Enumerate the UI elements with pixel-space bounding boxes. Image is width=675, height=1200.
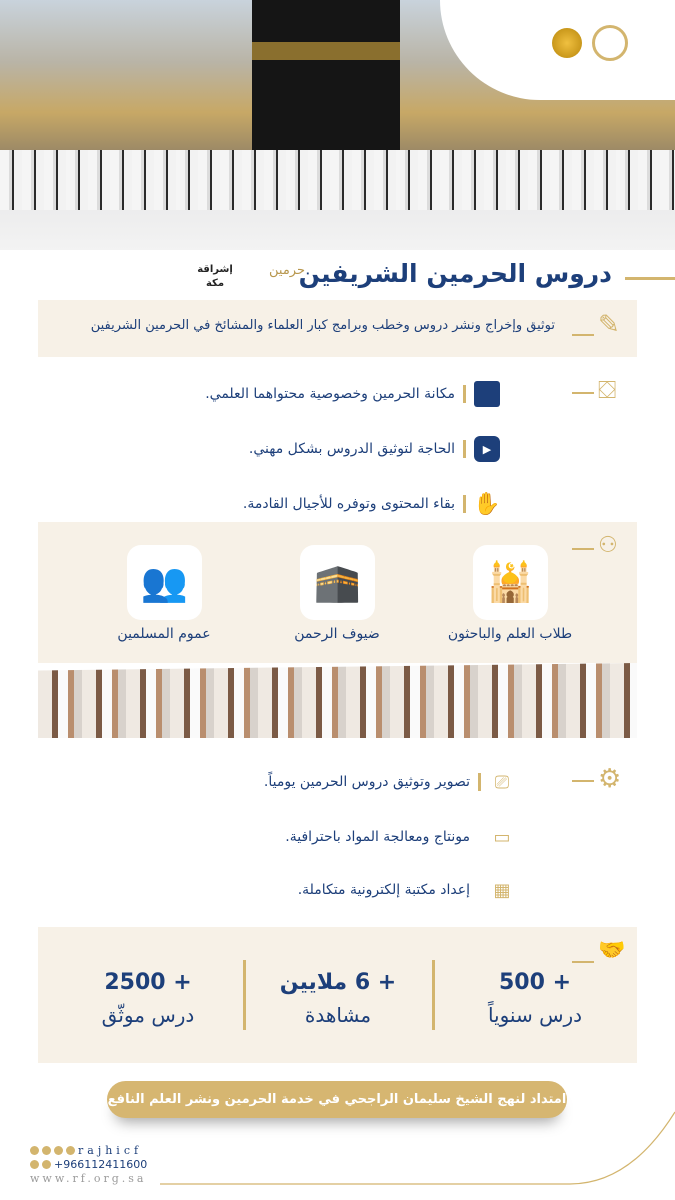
linkedin-icon[interactable] <box>66 1146 75 1155</box>
page-title: دروس الحرمين الشريفين <box>298 259 612 288</box>
social-handle[interactable] <box>30 1144 142 1157</box>
telegram-icon[interactable] <box>54 1146 63 1155</box>
hand-kaaba-icon: ✋ <box>473 491 501 517</box>
divider <box>572 548 594 550</box>
mission-text: توثيق وإخراج ونشر دروس وخطب وبرامج كبار العلماء والمشائخ في الحرمين الشريفين <box>90 318 555 333</box>
item-text: بقاء المحتوى وتوفره للأجيال القادمة. <box>242 496 455 512</box>
activity-item <box>264 769 515 795</box>
stat-value: + 500 <box>498 970 572 995</box>
stat-label: درس موثّق <box>101 1003 195 1027</box>
kaaba-icon <box>474 381 500 407</box>
crowd-photo <box>38 663 637 738</box>
ishraqa-makkah-logo: إشراقة مكة <box>197 264 233 289</box>
gears-icon: ⚙ <box>598 764 622 794</box>
importance-item <box>249 436 500 462</box>
social-text: rajhicf <box>78 1144 143 1157</box>
item-text: مكانة الحرمين وخصوصية محتواهما العلمي. <box>205 386 455 402</box>
handshake-icon: 🤝 <box>598 938 626 963</box>
phone[interactable] <box>30 1158 147 1171</box>
audience-label: ضيوف الرحمن <box>294 626 380 642</box>
importance-item <box>205 381 500 407</box>
divider <box>572 961 594 963</box>
stat-value: + 6 ملايين <box>279 970 397 995</box>
presenter-icon: ⛋ <box>598 376 617 404</box>
instagram-icon[interactable] <box>30 1146 39 1155</box>
footer-curve <box>150 1100 675 1200</box>
monitor-edit-icon: ▭ <box>493 826 511 848</box>
activity-item <box>285 824 515 850</box>
stat-label: درس سنوياً <box>487 1003 583 1027</box>
item-text: مونتاج ومعالجة المواد باحترافية. <box>285 829 470 845</box>
praying-person-icon: 🕌 <box>473 545 548 620</box>
x-icon[interactable] <box>42 1146 51 1155</box>
importance-item <box>243 491 500 517</box>
pilgrims-image <box>0 150 675 210</box>
pilgrim-icon: 🕋 <box>300 545 375 620</box>
rajhi-foundation-logo <box>592 25 628 61</box>
divider <box>572 334 594 336</box>
video-play-icon: ▶ <box>474 436 500 462</box>
activity-item <box>298 877 515 903</box>
stats-section <box>38 927 637 1063</box>
whatsapp-icon <box>42 1160 51 1169</box>
kaaba-image <box>252 0 400 160</box>
stat-value: + 2500 <box>104 970 192 995</box>
slogan-banner: امتداد لنهج الشيخ سليمان الراجحي في خدمة الحرمين ونشر العلم النافع <box>107 1081 567 1118</box>
phone-text: +966112411600 <box>54 1158 148 1171</box>
audience-label: طلاب العلم والباحثون <box>447 626 573 642</box>
item-text: إعداد مكتبة إلكترونية متكاملة. <box>297 882 470 898</box>
divider <box>243 960 246 1030</box>
divider <box>572 780 594 782</box>
item-text: الحاجة لتوثيق الدروس بشكل مهني. <box>248 441 455 457</box>
library-icon: ▦ <box>493 879 511 901</box>
crowd-icon: 👥 <box>127 545 202 620</box>
stat-label: مشاهدة <box>304 1003 372 1027</box>
camera-person-icon: ⎚ <box>494 771 510 793</box>
website-link[interactable]: www.rf.org.sa <box>30 1172 147 1185</box>
phone-icon <box>30 1160 39 1169</box>
title-divider <box>625 277 675 280</box>
document-edit-icon: ✎ <box>598 310 620 340</box>
foundation-emblem-logo <box>552 28 582 58</box>
group-icon: ⚇ <box>598 533 618 558</box>
divider <box>572 392 594 394</box>
item-text: تصوير وتوثيق دروس الحرمين يومياً. <box>263 774 470 790</box>
harameen-logo: حرمين <box>269 263 305 278</box>
audience-label: عموم المسلمين <box>117 626 211 642</box>
